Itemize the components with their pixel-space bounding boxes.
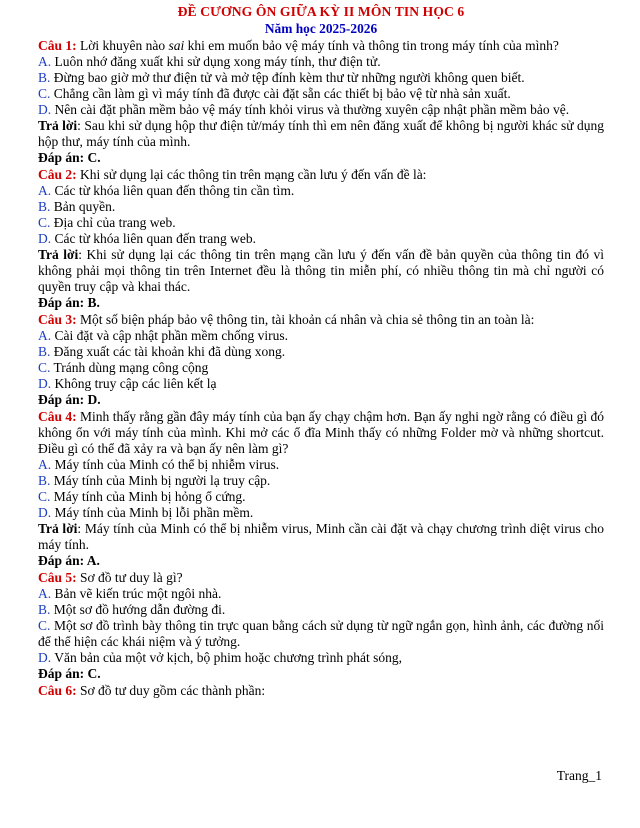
school-year: Năm học 2025-2026	[264, 21, 378, 36]
document-title: ĐỀ CƯƠNG ÔN GIỮA KỲ II MÔN TIN HỌC 6	[177, 4, 465, 19]
question-5	[38, 570, 604, 682]
option-d: D. Máy tính của Minh bị lỗi phần mềm.	[38, 505, 254, 520]
question-6	[38, 683, 604, 699]
option-c: C. Tránh dùng mạng công cộng	[38, 360, 209, 375]
option-c: C. Máy tính của Minh bị hỏng ổ cứng.	[38, 489, 246, 504]
option-b: B. Một sơ đồ hướng dẫn đường đi.	[38, 602, 226, 617]
option-c: C. Một sơ đồ trình bày thông tin trực quan bằng cách sử dụng từ ngữ ngắn gọn, hình ảnh, các đường nối để thể hiện các khái niệm và ý tưởng.	[38, 618, 604, 649]
question-label: Câu 6:	[38, 683, 77, 698]
question-stem: Câu 5: Sơ đồ tư duy là gì?	[38, 570, 183, 585]
question-label: Câu 1:	[38, 38, 77, 53]
question-stem: Câu 3: Một số biện pháp bảo vệ thông tin, tài khoản cá nhân và chia sẻ thông tin an toàn là:	[38, 312, 535, 327]
question-3	[38, 312, 604, 408]
explanation: Trả lời: Máy tính của Minh có thể bị nhiễm virus, Minh cần cài đặt và chạy chương trình diệt virus cho máy tính.	[38, 521, 604, 552]
option-d: D. Các từ khóa liên quan đến trang web.	[38, 231, 257, 246]
page-number: Trang_1	[556, 768, 602, 783]
option-a: A. Cài đặt và cập nhật phần mềm chống virus.	[38, 328, 289, 343]
option-b: B. Máy tính của Minh bị người lạ truy cập.	[38, 473, 271, 488]
explanation: Trả lời: Khi sử dụng lại các thông tin trên mạng cần lưu ý đến vấn đề bản quyền của thông tin đó vì không phải mọi thông tin trên Internet đều là thông tin miễn phí, có nhiều thông tin mà chỉ người có quyền truy cập và khai thác.	[38, 247, 604, 294]
option-a: A. Các từ khóa liên quan đến thông tin cần tìm.	[38, 183, 295, 198]
question-stem: Câu 2: Khi sử dụng lại các thông tin trên mạng cần lưu ý đến vấn đề là:	[38, 167, 427, 182]
question-stem: Câu 4: Minh thấy rằng gần đây máy tính của bạn ấy chạy chậm hơn. Bạn ấy nghi ngờ rằng có điều gì đó không ổn với máy tính của mình. Khi mở các ổ đĩa Minh thấy có những Folder mờ và những shortcut. Điều gì có thể đã xảy ra và bạn ấy nên làm gì?	[38, 409, 604, 456]
answer: Đáp án: C.	[38, 150, 101, 165]
question-stem: Câu 1: Lời khuyên nào sai khi em muốn bảo vệ máy tính và thông tin trong máy tính của mình?	[38, 38, 559, 53]
option-b: B. Đăng xuất các tài khoản khi đã dùng xong.	[38, 344, 286, 359]
question-label: Câu 3:	[38, 312, 77, 327]
option-c: C. Địa chỉ của trang web.	[38, 215, 176, 230]
option-b: B. Đừng bao giờ mở thư điện tử và mở tệp đính kèm thư từ những người không quen biết.	[38, 70, 525, 85]
answer: Đáp án: D.	[38, 392, 101, 407]
option-d: D. Không truy cập các liên kết lạ	[38, 376, 217, 391]
question-4	[38, 409, 604, 569]
question-1	[38, 38, 604, 166]
question-stem: Câu 6: Sơ đồ tư duy gồm các thành phần:	[38, 683, 266, 698]
answer: Đáp án: C.	[38, 666, 101, 681]
question-label: Câu 2:	[38, 167, 77, 182]
option-d: D. Nên cài đặt phần mềm bảo vệ máy tính khỏi virus và thường xuyên cập nhật phần mềm bảo vệ.	[38, 102, 570, 117]
option-d: D. Văn bản của một vở kịch, bộ phim hoặc chương trình phát sóng,	[38, 650, 403, 665]
option-b: B. Bản quyền.	[38, 199, 116, 214]
document-page	[38, 4, 604, 699]
option-a: A. Luôn nhớ đăng xuất khi sử dụng xong máy tính, thư điện tử.	[38, 54, 381, 69]
question-2	[38, 167, 604, 311]
answer: Đáp án: B.	[38, 295, 100, 310]
option-a: A. Máy tính của Minh có thể bị nhiễm virus.	[38, 457, 280, 472]
option-c: C. Chẳng cần làm gì vì máy tính đã được cài đặt sẵn các thiết bị bảo vệ từ nhà sản xuất.	[38, 86, 511, 101]
question-label: Câu 4:	[38, 409, 77, 424]
explanation: Trả lời: Sau khi sử dụng hộp thư điện tử/máy tính thì em nên đăng xuất để không bị người khác sử dụng hộp thư, máy tính của mình.	[38, 118, 604, 149]
question-label: Câu 5:	[38, 570, 77, 585]
option-a: A. Bản vẽ kiến trúc một ngôi nhà.	[38, 586, 222, 601]
answer: Đáp án: A.	[38, 553, 100, 568]
